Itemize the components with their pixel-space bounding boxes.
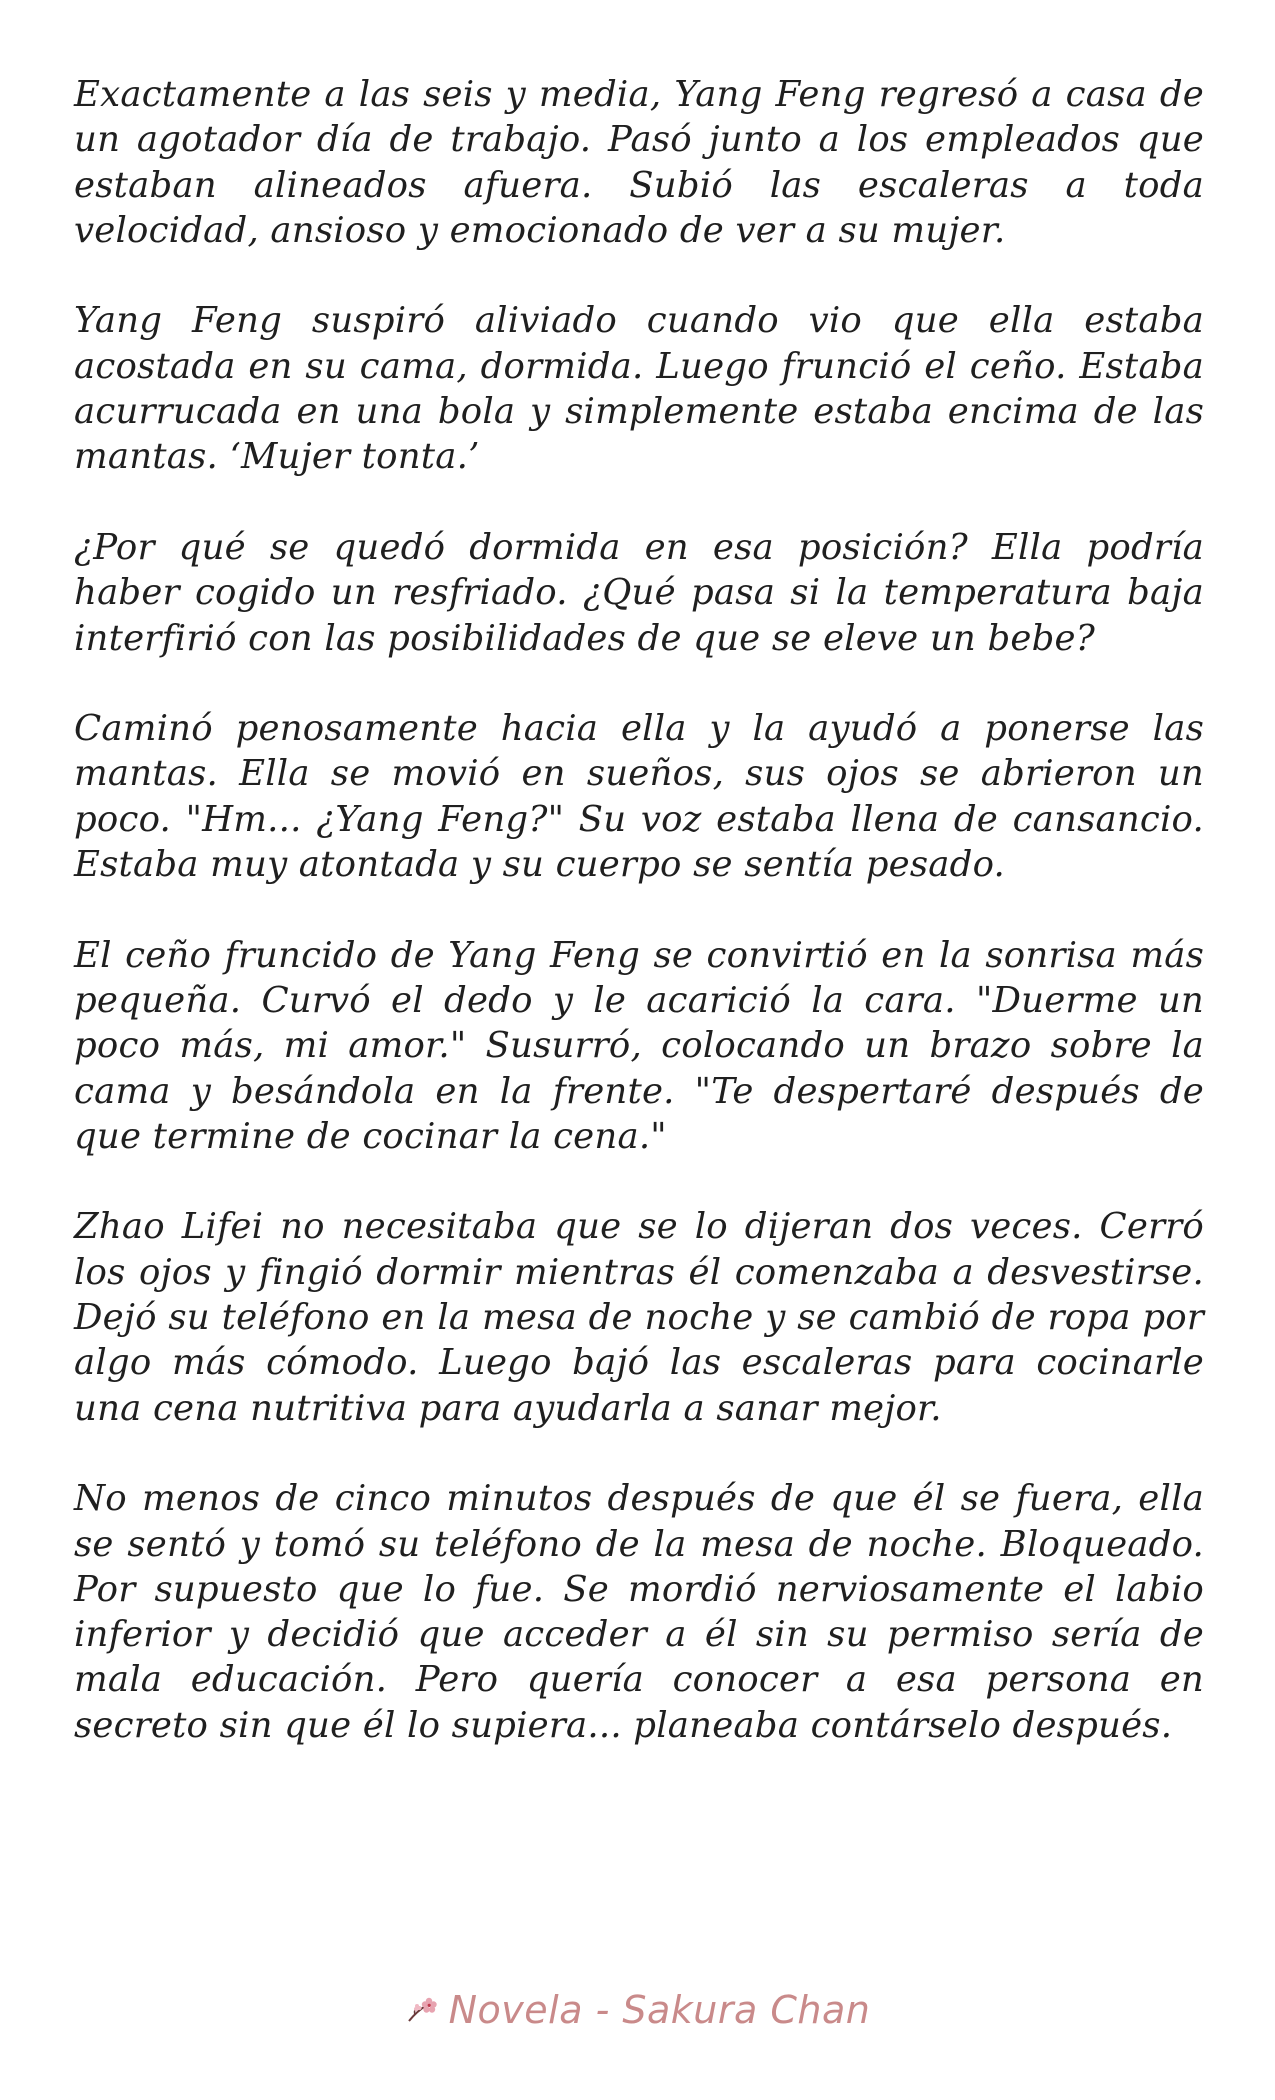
paragraph-5: El ceño fruncido de Yang Feng se convirtió en la sonrisa más pequeña. Curvó el dedo y le acarició la cara. "Duerme un poco más, mi amor." Susurró, colocando un brazo sobre la cama y besándola en la frente. "Te despertaré después de que termine de cocinar la cena." [74, 934, 1204, 1157]
paragraph-6: Zhao Lifei no necesitaba que se lo dijeran dos veces. Cerró los ojos y fingió dormir mientras él comenzaba a desvestirse. Dejó su teléfono en la mesa de noche y se cambió de ropa por algo más cómodo. Luego bajó las escaleras para cocinarle una cena nutritiva para ayudarla a sanar mejor. [74, 1206, 1204, 1429]
watermark-text: Novela - Sakura Chan [448, 1988, 871, 2032]
footer-watermark [0, 1980, 1275, 2040]
text-column [74, 72, 1204, 1793]
sakura-flower-icon [405, 1995, 441, 2025]
watermark-group [405, 1988, 871, 2032]
paragraph-1: Exactamente a las seis y media, Yang Feng regresó a casa de un agotador día de trabajo. Pasó junto a los empleados que estaban alineados afuera. Subió las escaleras a toda velocidad, ansioso y emocionado de ver a su mujer. [74, 74, 1204, 251]
paragraph-2: Yang Feng suspiró aliviado cuando vio que ella estaba acostada en su cama, dormida. Luego frunció el ceño. Estaba acurrucada en una bola y simplemente estaba encima de las mantas. ‘Mujer tonta.’ [74, 300, 1204, 478]
paragraph-4: Caminó penosamente hacia ella y la ayudó a ponerse las mantas. Ella se movió en sueños, sus ojos se abrieron un poco. "Hm... ¿Yang Feng?" Su voz estaba llena de cansancio. Estaba muy atontada y su cuerpo se sentía pesado. [74, 708, 1204, 886]
paragraph-7: No menos de cinco minutos después de que él se fuera, ella se sentó y tomó su teléfono de la mesa de noche. Bloqueado. Por supuesto que lo fue. Se mordió nerviosamente el labio inferior y decidió que acceder a él sin su permiso sería de mala educación. Pero quería conocer a esa persona en secreto sin que él lo supiera... planeaba contárselo después. [74, 1478, 1204, 1746]
paragraph-3: ¿Por qué se quedó dormida en esa posición? Ella podría haber cogido un resfriado. ¿Qué pasa si la temperatura baja interfirió con las posibilidades de que se eleve un bebe? [74, 526, 1204, 659]
